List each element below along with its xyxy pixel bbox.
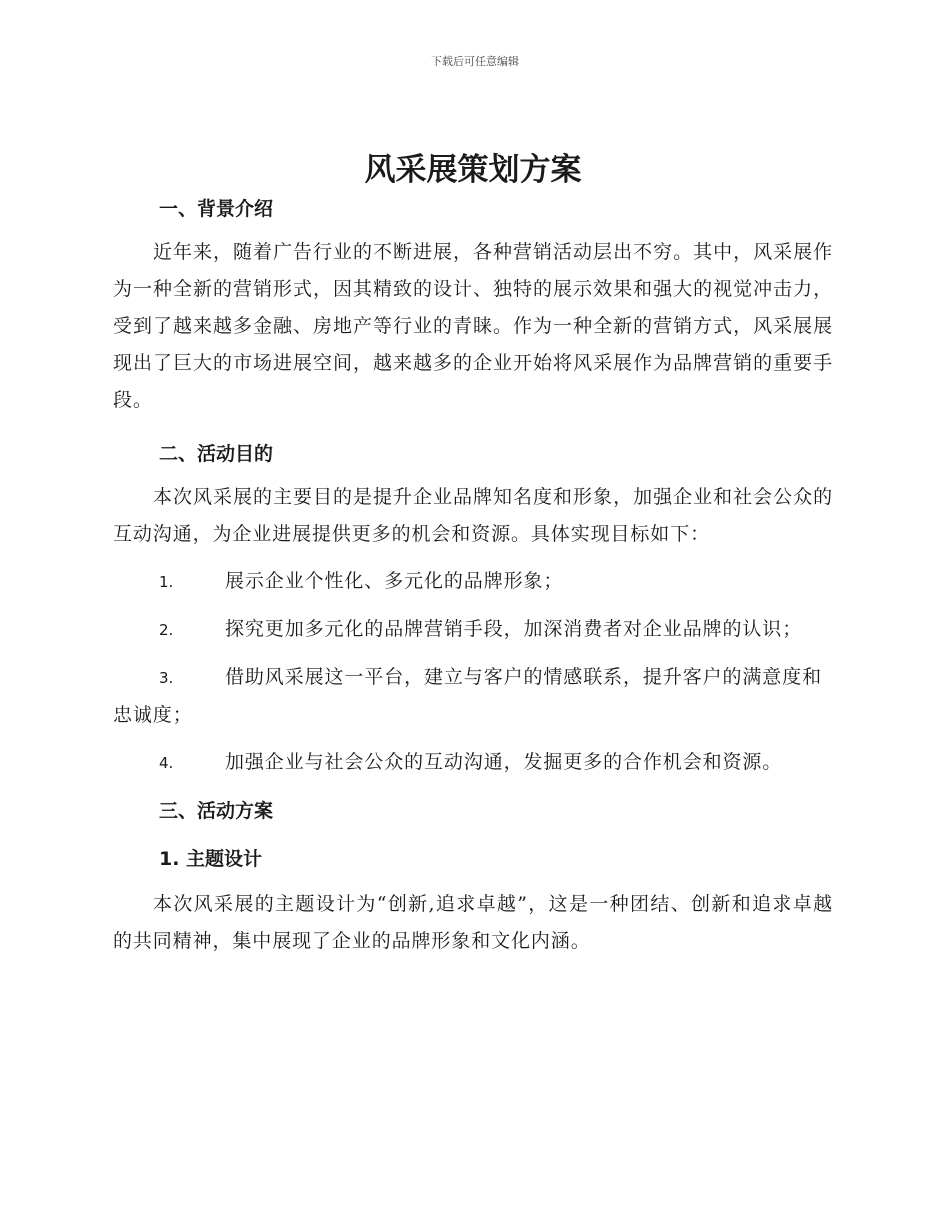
list-item-number: 2.	[159, 621, 174, 639]
list-item-text: 展示企业个性化、多元化的品牌形象；	[225, 570, 564, 592]
list-item-number: 1.	[159, 573, 174, 591]
subheading-theme-design: 1. 主题设计	[159, 848, 263, 870]
section-heading-purpose: 二、活动目的	[159, 443, 274, 465]
list-item-text: 借助风采展这一平台，建立与客户的情感联系，提升客户的满意度和忠诚度；	[113, 666, 823, 726]
list-item	[113, 563, 833, 601]
document-body	[113, 148, 833, 960]
theme-paragraph: 本次风采展的主题设计为“创新,追求卓越”，这是一种团结、创新和追求卓越的共同精神，集中展现了企业的品牌形象和文化内涵。	[113, 893, 833, 952]
list-item-number: 3.	[159, 669, 174, 687]
list-item-text: 加强企业与社会公众的互动沟通，发掘更多的合作机会和资源。	[225, 751, 783, 773]
list-item-number: 4.	[159, 754, 174, 772]
page-title: 风采展策划方案	[364, 152, 582, 188]
section-heading-plan: 三、活动方案	[159, 800, 274, 822]
purpose-paragraph: 本次风采展的主要目的是提升企业品牌知名度和形象，加强企业和社会公众的互动沟通，为企业进展提供更多的机会和资源。具体实现目标如下：	[113, 486, 833, 545]
list-item	[113, 659, 833, 734]
section-heading-background: 一、背景介绍	[159, 198, 274, 220]
list-item-text: 探究更加多元化的品牌营销手段，加深消费者对企业品牌的认识；	[225, 618, 803, 640]
list-item	[113, 744, 833, 782]
header-note: 下载后可任意编辑	[431, 55, 519, 68]
background-paragraph: 近年来，随着广告行业的不断进展，各种营销活动层出不穷。其中，风采展作为一种全新的营销形式，因其精致的设计、独特的展示效果和强大的视觉冲击力，受到了越来越多金融、房地产等行业的青睐。作为一种全新的营销方式，风采展展现出了巨大的市场进展空间，越来越多的企业开始将风采展作为品牌营销的重要手段。	[113, 241, 833, 411]
list-item	[113, 611, 833, 649]
